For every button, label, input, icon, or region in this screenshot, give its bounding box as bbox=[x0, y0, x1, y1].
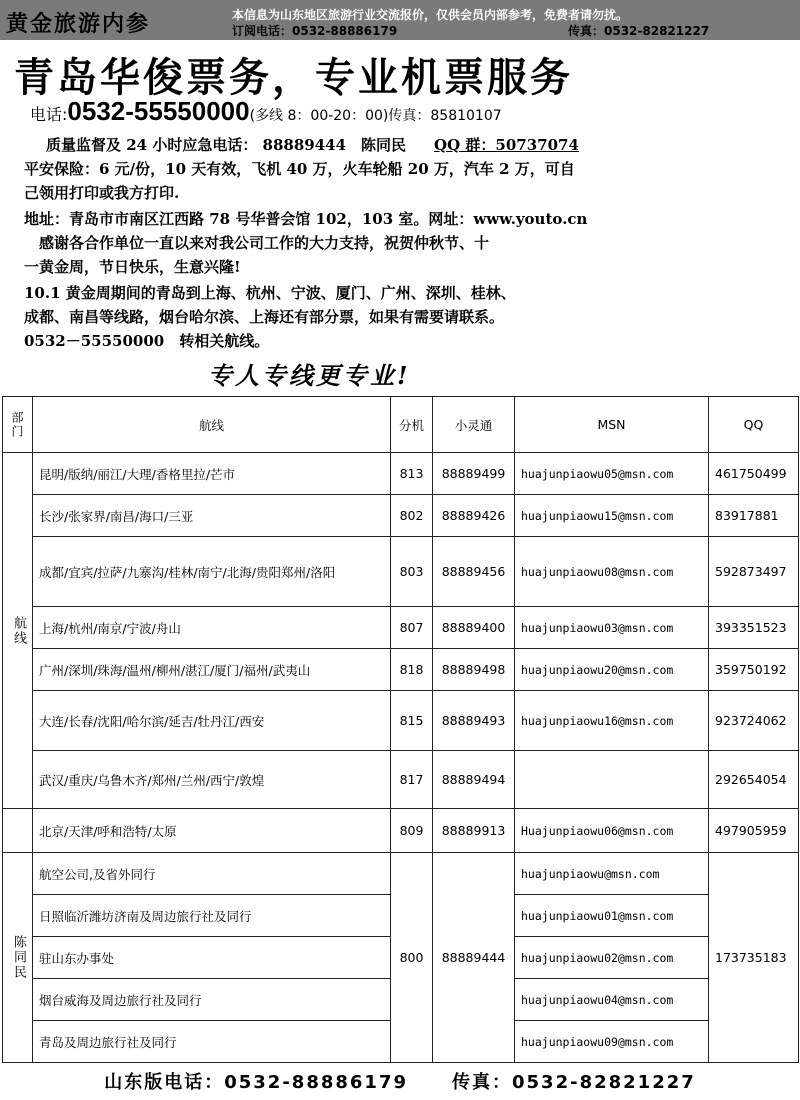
qq-cell: 83917881 bbox=[709, 495, 799, 537]
golden-week-line-2: 成都、南昌等线路，烟台哈尔滨、上海还有部分票，如果有需要请联系。 bbox=[24, 308, 505, 326]
msn-cell: huajunpiaowu16@msn.com bbox=[515, 691, 709, 751]
quality-line bbox=[46, 134, 579, 155]
msn-cell: huajunpiaowu20@msn.com bbox=[515, 649, 709, 691]
route-cell: 长沙/张家界/南昌/海口/三亚 bbox=[33, 495, 391, 537]
msn-cell: huajunpiaowu08@msn.com bbox=[515, 537, 709, 607]
header-fax: 传真：0532-82821227 bbox=[568, 24, 710, 38]
table-row bbox=[3, 809, 799, 853]
route-cell: 昆明/版纳/丽江/大理/香格里拉/芒市 bbox=[33, 453, 391, 495]
ext-cell: 818 bbox=[391, 649, 433, 691]
route-cell: 大连/长春/沈阳/哈尔滨/延吉/牡丹江/西安 bbox=[33, 691, 391, 751]
header-phone: 小灵通 bbox=[433, 397, 515, 453]
quality-hotline: 质量监督及 24 小时应急电话： 88889444 陈同民 bbox=[46, 136, 407, 154]
phone-cell: 88889426 bbox=[433, 495, 515, 537]
main-phone: 0532-55550000 bbox=[67, 96, 250, 126]
phone-cell: 88889456 bbox=[433, 537, 515, 607]
phone-cell: 88889493 bbox=[433, 691, 515, 751]
msn-cell: huajunpiaowu15@msn.com bbox=[515, 495, 709, 537]
footer-phone: 山东版电话：0532-88886179 bbox=[104, 1072, 408, 1093]
msn-cell: huajunpiaowu@msn.com bbox=[515, 853, 709, 895]
ext-cell: 800 bbox=[391, 853, 433, 1063]
golden-week-line-3: 0532－55550000 转相关航线。 bbox=[24, 332, 270, 350]
qq-cell: 592873497 bbox=[709, 537, 799, 607]
phone-cell: 88889494 bbox=[433, 751, 515, 809]
msn-cell: huajunpiaowu02@msn.com bbox=[515, 937, 709, 979]
subscribe-phone: 订阅电话：0532-88886179 bbox=[232, 24, 398, 38]
phone-hours: (多线 8：00-20：00) bbox=[249, 108, 389, 124]
qq-cell: 393351523 bbox=[709, 607, 799, 649]
phone-cell: 88889913 bbox=[433, 809, 515, 853]
route-cell: 北京/天津/呼和浩特/太原 bbox=[33, 809, 391, 853]
top-banner bbox=[0, 0, 800, 40]
table-row bbox=[3, 495, 799, 537]
fax-number: 85810107 bbox=[430, 108, 502, 124]
header-qq: QQ bbox=[709, 397, 799, 453]
route-cell: 航空公司,及省外同行 bbox=[33, 853, 391, 895]
ext-cell: 817 bbox=[391, 751, 433, 809]
insurance-line-2: 己领用打印或我方打印. bbox=[24, 184, 180, 202]
qq-group: QQ 群：50737074 bbox=[434, 136, 579, 154]
qq-cell: 292654054 bbox=[709, 751, 799, 809]
ext-cell: 803 bbox=[391, 537, 433, 607]
route-cell: 广州/深圳/珠海/温州/柳州/湛江/厦门/福州/武夷山 bbox=[33, 649, 391, 691]
header-route: 航线 bbox=[33, 397, 391, 453]
route-cell: 武汉/重庆/乌鲁木齐/郑州/兰州/西宁/敦煌 bbox=[33, 751, 391, 809]
fax-label: 传真： bbox=[388, 108, 431, 124]
footer-fax: 传真：0532-82821227 bbox=[452, 1072, 696, 1093]
ext-cell: 813 bbox=[391, 453, 433, 495]
qq-cell: 923724062 bbox=[709, 691, 799, 751]
ext-cell: 807 bbox=[391, 607, 433, 649]
table-row bbox=[3, 853, 799, 895]
phone-cell: 88889499 bbox=[433, 453, 515, 495]
routes-table bbox=[2, 396, 799, 1063]
route-cell: 青岛及周边旅行社及同行 bbox=[33, 1021, 391, 1063]
dept-blank bbox=[3, 809, 33, 853]
brand-title: 黄金旅游内参 bbox=[6, 11, 151, 37]
table-row bbox=[3, 537, 799, 607]
table-row bbox=[3, 751, 799, 809]
msn-cell: huajunpiaowu04@msn.com bbox=[515, 979, 709, 1021]
msn-cell: huajunpiaowu05@msn.com bbox=[515, 453, 709, 495]
msn-cell: Huajunpiaowu06@msn.com bbox=[515, 809, 709, 853]
route-cell: 成都/宜宾/拉萨/九寨沟/桂林/南宁/北海/贵阳郑州/洛阳 bbox=[33, 537, 391, 607]
thanks-line-1: 感谢各合作单位一直以来对我公司工作的大力支持，祝贺仲秋节、十 bbox=[24, 234, 490, 252]
table-row bbox=[3, 607, 799, 649]
table-row bbox=[3, 691, 799, 751]
route-cell: 烟台威海及周边旅行社及同行 bbox=[33, 979, 391, 1021]
phone-cell: 88889498 bbox=[433, 649, 515, 691]
ext-cell: 809 bbox=[391, 809, 433, 853]
thanks-line-2: 一黄金周，节日快乐，生意兴隆! bbox=[24, 258, 241, 276]
golden-week-line-1: 10.1 黄金周期间的青岛到上海、杭州、宁波、厦门、广州、深圳、桂林、 bbox=[24, 284, 516, 302]
insurance-line-1: 平安保险：6 元/份，10 天有效，飞机 40 万，火车轮船 20 万，汽车 2 万，可自 bbox=[24, 160, 575, 178]
header-dept: 部门 bbox=[3, 397, 33, 453]
phone-line bbox=[30, 96, 502, 127]
route-cell: 日照临沂潍坊济南及周边旅行社及同行 bbox=[33, 895, 391, 937]
msn-cell: huajunpiaowu03@msn.com bbox=[515, 607, 709, 649]
route-cell: 驻山东办事处 bbox=[33, 937, 391, 979]
footer bbox=[0, 1068, 800, 1094]
ext-cell: 815 bbox=[391, 691, 433, 751]
qq-cell: 461750499 bbox=[709, 453, 799, 495]
dept-routes: 航线 bbox=[3, 453, 33, 809]
msn-cell bbox=[515, 751, 709, 809]
slogan: 专人专线更专业! bbox=[208, 361, 411, 390]
dept-chen: 陈同民 bbox=[3, 853, 33, 1063]
ext-cell: 802 bbox=[391, 495, 433, 537]
table-header bbox=[3, 397, 799, 453]
msn-cell: huajunpiaowu09@msn.com bbox=[515, 1021, 709, 1063]
phone-cell: 88889444 bbox=[433, 853, 515, 1063]
company-headline: 青岛华俊票务，专业机票服务 bbox=[14, 54, 573, 101]
qq-cell: 173735183 bbox=[709, 853, 799, 1063]
qq-cell: 359750192 bbox=[709, 649, 799, 691]
address-line: 地址：青岛市市南区江西路 78 号华普会馆 102，103 室。网址：www.youto.cn bbox=[24, 210, 588, 228]
route-cell: 上海/杭州/南京/宁波/舟山 bbox=[33, 607, 391, 649]
member-notice: 本信息为山东地区旅游行业交流报价，仅供会员内部参考，免费者请勿扰。 bbox=[232, 8, 629, 22]
phone-label: 电话: bbox=[30, 105, 68, 124]
qq-cell: 497905959 bbox=[709, 809, 799, 853]
header-msn: MSN bbox=[515, 397, 709, 453]
table-row bbox=[3, 649, 799, 691]
table-row bbox=[3, 453, 799, 495]
header-ext: 分机 bbox=[391, 397, 433, 453]
phone-cell: 88889400 bbox=[433, 607, 515, 649]
msn-cell: huajunpiaowu01@msn.com bbox=[515, 895, 709, 937]
